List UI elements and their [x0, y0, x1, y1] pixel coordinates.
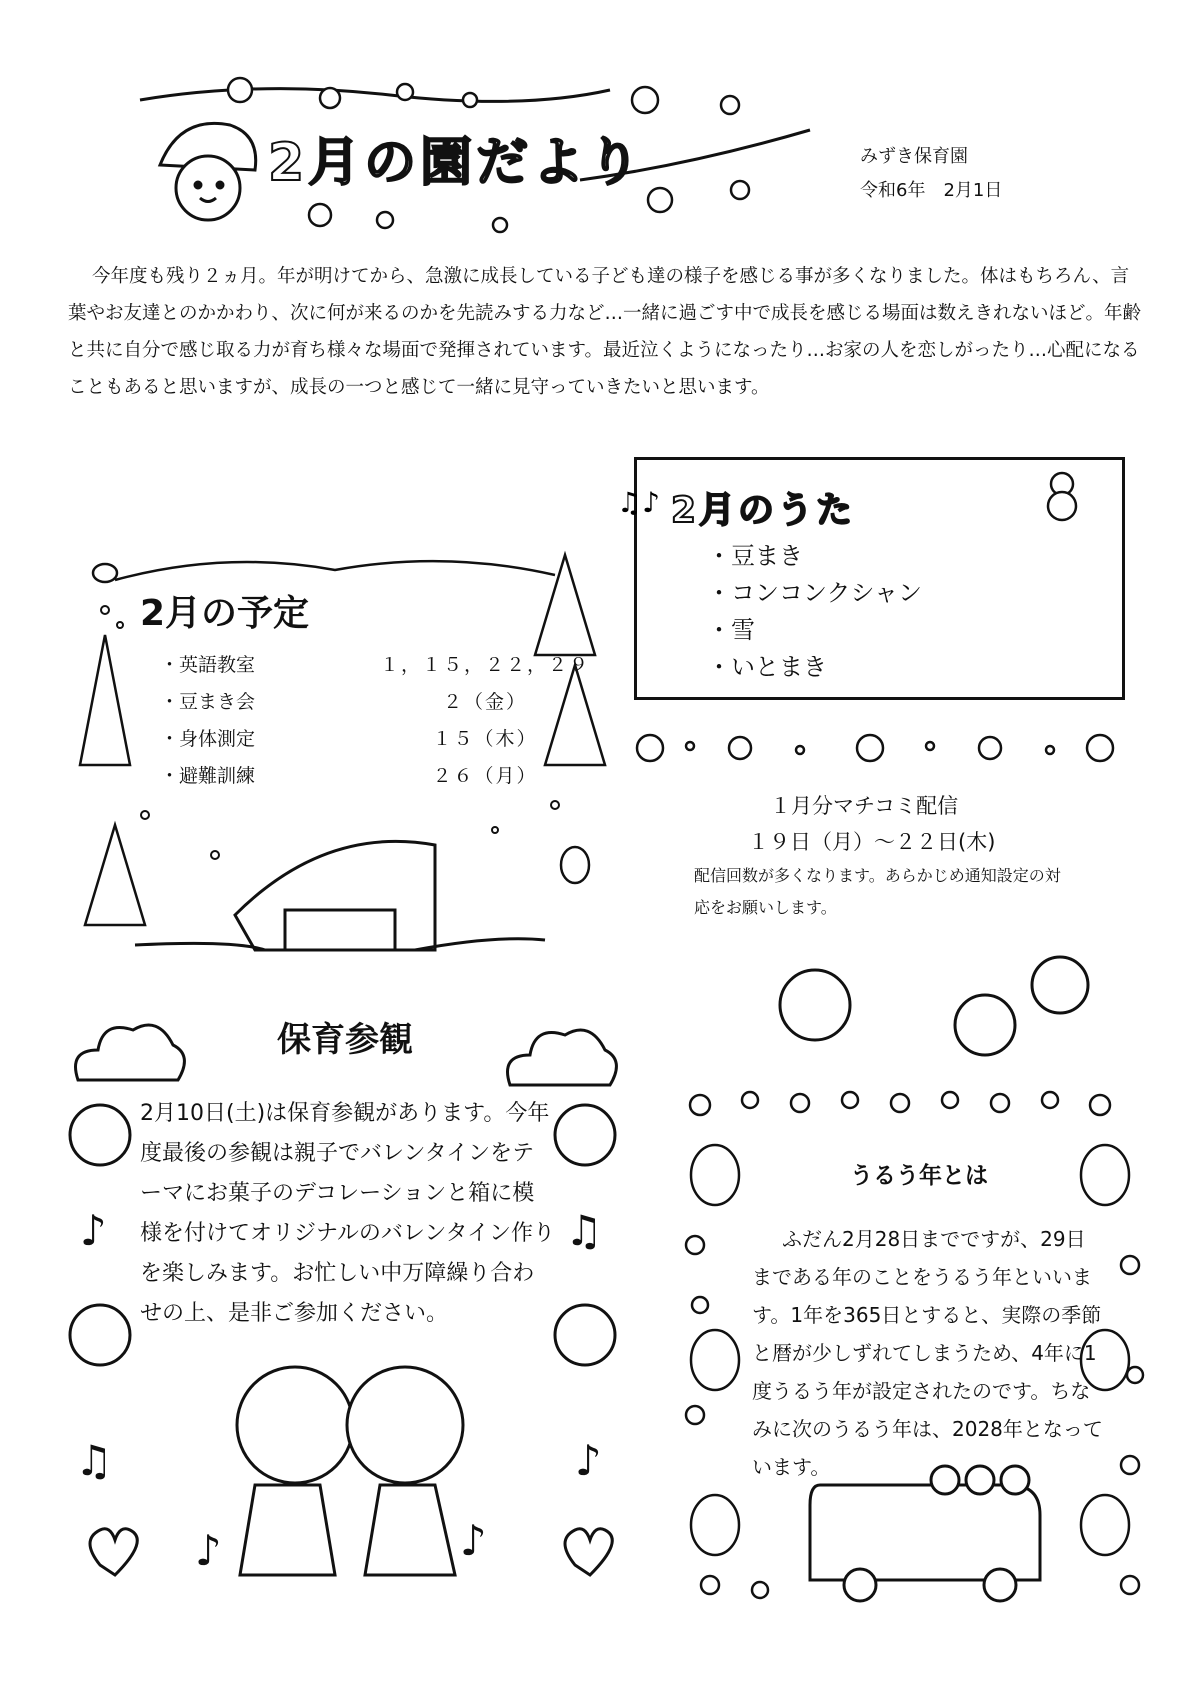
- svg-text:♫: ♫: [75, 1436, 113, 1485]
- issue-date: 令和6年 2月1日: [860, 180, 1003, 201]
- songs-list: [707, 538, 922, 686]
- schedule-date: １，１５，２２，２９: [379, 654, 590, 676]
- hoiku-text: 2月10日(土)は保育参観があります。今年度最後の参観は親子でバレンタインをテーマにお菓子のデコレーションと箱に模様を付けてオリジナルのバレンタイン作りを楽しみます。お忙しい中万障繰り合わせの上、是非ご参加ください。: [140, 1101, 556, 1326]
- child-face-icon: [555, 1105, 615, 1165]
- music-note-icon: [617, 488, 677, 518]
- header-info: [860, 140, 1002, 208]
- svg-text:♪: ♪: [80, 1206, 107, 1255]
- heart-icon: [565, 1529, 612, 1575]
- song-item: ・ いとまき: [707, 649, 922, 686]
- org-name: みずき保育園: [860, 146, 968, 167]
- hoiku-title: 保育参観: [277, 1020, 413, 1060]
- child-face-icon: [70, 1305, 130, 1365]
- heart-icon: [90, 1529, 137, 1575]
- flower-divider: [630, 728, 1130, 768]
- intro-paragraph: 今年度も残り２ヵ月。年が明けてから、急激に成長している子ども達の様子を感じる事が多くなりました。体はもちろん、言葉やお友達とのかかわり、次に何が来るのかを先読みする力など…一緒に過ごす中で成長を感じる場面は数えきれないほど。年齢と共に自分で感じ取る力が育ち様々な場面で発揮されています。最近泣くようになったり…お家の人を恋しがったり…心配になることもあると思いますが、成長の一つと感じて一緒に見守っていきたいと思います。: [68, 266, 1142, 398]
- page-title: 2月の園だより: [268, 133, 645, 193]
- machicomi-text: 配信回数が多くなります。あらかじめ通知設定の対応をお願いします。: [694, 866, 1061, 917]
- bus-icon: [810, 1466, 1040, 1601]
- child-icon: [1032, 957, 1088, 1013]
- song-item: ・ 雪: [707, 612, 922, 649]
- child-face-icon: [555, 1305, 615, 1365]
- title-illustration: [140, 70, 810, 245]
- children-holding-hands-icon: [237, 1367, 463, 1575]
- song-item: ・ 豆まき: [707, 538, 922, 575]
- svg-text:♪: ♪: [195, 1526, 222, 1575]
- schedule-event: ・ 英語教室: [160, 650, 310, 677]
- svg-text:♪: ♪: [575, 1436, 602, 1485]
- cloud-icon: [500, 1015, 620, 1095]
- oni-icon: [780, 970, 850, 1040]
- songs-title: 2月のうた: [671, 490, 856, 531]
- schedule-event: ・ 豆まき会: [160, 687, 310, 714]
- machicomi-dates: １９日（月）～２２日(木): [748, 830, 996, 854]
- house-icon: [135, 841, 545, 950]
- schedule-date: １５（木）: [432, 728, 538, 750]
- child-in-winter-hat-icon: [160, 123, 256, 220]
- uruu-title: うるう年とは: [850, 1163, 988, 1189]
- schedule-event: ・ 身体測定: [160, 724, 310, 751]
- uruu-text: ふだん2月28日までですが、29日まである年のことをうるう年といいます。1年を365日とすると、実際の季節と暦が少しずれてしまうため、4年に1度うるう年が設定されたのです。ちなみに次のうるう年は、2028年となっています。: [752, 1227, 1103, 1479]
- schedule-title: 2月の予定: [140, 593, 310, 634]
- svg-text:♫♪: ♫♪: [617, 486, 660, 519]
- schedule-date: ２（金）: [442, 691, 527, 713]
- hoiku-illustrations: [65, 1095, 685, 1655]
- schedule-event: ・ 避難訓練: [160, 761, 310, 788]
- snowman-icon: [1037, 470, 1087, 520]
- setsubun-illustration: [760, 955, 1100, 1065]
- child-icon: [955, 995, 1015, 1055]
- child-face-icon: [70, 1105, 130, 1165]
- machicomi-title: １月分マチコミ配信: [770, 794, 959, 818]
- songs-box: [617, 457, 1125, 700]
- cloud-icon: [68, 1010, 188, 1090]
- schedule-date: ２６（月）: [432, 765, 538, 787]
- svg-text:♫: ♫: [565, 1206, 603, 1255]
- flower-icon: [637, 735, 1113, 761]
- song-item: ・ コンコンクシャン: [707, 575, 922, 612]
- svg-text:♪: ♪: [460, 1516, 487, 1565]
